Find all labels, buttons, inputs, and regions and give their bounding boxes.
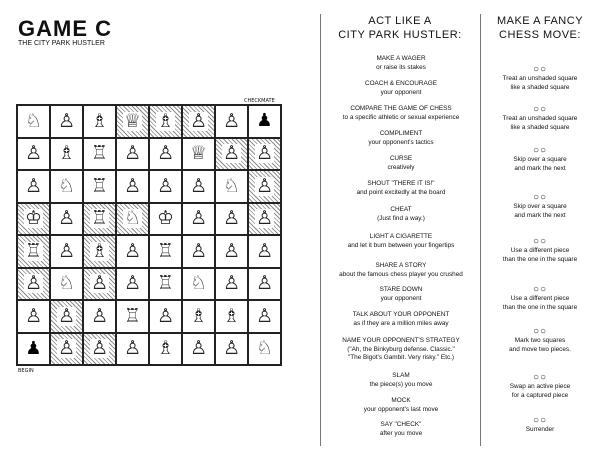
checkbox-circles-icon[interactable]: ○○ bbox=[532, 145, 548, 156]
board-square bbox=[116, 235, 149, 268]
bishop-icon: ♗ bbox=[90, 109, 109, 132]
pawn-icon: ♙ bbox=[189, 174, 208, 197]
fancy-item bbox=[486, 326, 594, 354]
pawn-icon: ♙ bbox=[57, 337, 76, 360]
fancy-item bbox=[486, 104, 594, 132]
act-item bbox=[328, 80, 474, 97]
board-square bbox=[182, 300, 215, 333]
board-square bbox=[248, 203, 281, 236]
pawn-icon: ♙ bbox=[24, 272, 43, 295]
board-square bbox=[17, 105, 50, 138]
pawn-icon: ♙ bbox=[189, 239, 208, 262]
act-item bbox=[328, 155, 474, 172]
board-square bbox=[116, 203, 149, 236]
board-square bbox=[83, 333, 116, 366]
fancy-item bbox=[486, 145, 594, 173]
board-square bbox=[182, 170, 215, 203]
game-title: GAME C bbox=[18, 16, 112, 41]
board-square bbox=[83, 170, 116, 203]
rook-icon: ♖ bbox=[90, 174, 109, 197]
checkbox-circles-icon[interactable]: ○○ bbox=[532, 64, 548, 75]
black-pawn-icon: ♟ bbox=[256, 110, 273, 132]
pawn-icon: ♙ bbox=[255, 239, 274, 262]
act-item-detail: ("Ah, the Binkyburg defense. Classic." bbox=[347, 345, 455, 353]
board-square bbox=[83, 300, 116, 333]
act-item bbox=[328, 397, 474, 414]
act-item-title: TALK ABOUT YOUR OPPONENT bbox=[352, 311, 450, 318]
fancy-item bbox=[486, 372, 594, 400]
act-item-title: NAME YOUR OPPONENT'S STRATEGY bbox=[342, 337, 460, 344]
board-square bbox=[248, 235, 281, 268]
board-square bbox=[215, 203, 248, 236]
fancy-item bbox=[486, 236, 594, 264]
act-heading bbox=[320, 14, 480, 42]
fancy-item-text: Skip over a square bbox=[513, 203, 567, 210]
act-item-detail: your opponent's last move bbox=[363, 405, 439, 413]
fancy-heading-line2: CHESS MOVE: bbox=[499, 29, 581, 41]
black-pawn-icon: ♟ bbox=[25, 337, 42, 359]
rook-icon: ♖ bbox=[24, 239, 43, 262]
pawn-icon: ♙ bbox=[123, 174, 142, 197]
fancy-item-text: Treat an unshaded square bbox=[502, 115, 578, 122]
act-item-detail: your opponent bbox=[380, 294, 422, 302]
fancy-heading-line1: MAKE A FANCY bbox=[496, 15, 584, 27]
fancy-item-text: and move two pieces. bbox=[509, 345, 571, 353]
act-item-title: COMPARE THE GAME OF CHESS bbox=[350, 105, 452, 112]
board-square bbox=[50, 138, 83, 171]
board-square bbox=[182, 203, 215, 236]
board-square bbox=[182, 105, 215, 138]
checkbox-circles-icon[interactable]: ○○ bbox=[532, 284, 548, 295]
act-item-title: COACH & ENCOURAGE bbox=[364, 80, 438, 87]
act-item-detail: to a specific athletic or sexual experience bbox=[342, 113, 460, 121]
knight-icon: ♘ bbox=[123, 207, 142, 230]
act-item-title: CURSE bbox=[389, 155, 413, 162]
pawn-icon: ♙ bbox=[123, 272, 142, 295]
pawn-icon: ♙ bbox=[189, 207, 208, 230]
board-square bbox=[17, 235, 50, 268]
checkbox-circles-icon[interactable]: ○○ bbox=[532, 192, 548, 203]
knight-icon: ♘ bbox=[24, 109, 43, 132]
board-square bbox=[83, 203, 116, 236]
board-square bbox=[83, 235, 116, 268]
column-divider bbox=[320, 14, 321, 446]
knight-icon: ♘ bbox=[255, 337, 274, 360]
bishop-icon: ♗ bbox=[189, 304, 208, 327]
board-square bbox=[17, 170, 50, 203]
knight-icon: ♘ bbox=[57, 174, 76, 197]
act-item-detail: (Just find a way.) bbox=[377, 214, 425, 222]
board-square bbox=[149, 170, 182, 203]
act-item bbox=[328, 130, 474, 147]
board-square bbox=[215, 300, 248, 333]
queen-icon: ♕ bbox=[189, 142, 208, 165]
act-item bbox=[328, 311, 474, 328]
fancy-item-text: Mark two squares bbox=[514, 337, 566, 344]
pawn-icon: ♙ bbox=[222, 207, 241, 230]
board-square bbox=[17, 333, 50, 366]
pawn-icon: ♙ bbox=[57, 304, 76, 327]
act-item-title: LIGHT A CIGARETTE bbox=[369, 233, 433, 240]
board-square bbox=[215, 105, 248, 138]
act-item-detail: or raise its stakes bbox=[376, 63, 426, 71]
fancy-heading bbox=[480, 14, 600, 42]
board-square bbox=[116, 105, 149, 138]
board-square bbox=[215, 235, 248, 268]
pawn-icon: ♙ bbox=[90, 272, 109, 295]
bishop-icon: ♗ bbox=[156, 109, 175, 132]
pawn-icon: ♙ bbox=[222, 142, 241, 165]
checkmate-label: CHECKMATE bbox=[244, 98, 275, 104]
fancy-item-text: Surrender bbox=[525, 426, 555, 433]
board-square bbox=[50, 105, 83, 138]
board-square bbox=[149, 105, 182, 138]
bishop-icon: ♗ bbox=[156, 337, 175, 360]
fancy-item-text: Treat an unshaded square bbox=[502, 75, 578, 82]
board-square bbox=[215, 138, 248, 171]
board-square bbox=[116, 138, 149, 171]
knight-icon: ♘ bbox=[57, 272, 76, 295]
checkbox-circles-icon[interactable]: ○○ bbox=[532, 326, 548, 337]
act-item bbox=[328, 262, 474, 279]
pawn-icon: ♙ bbox=[255, 142, 274, 165]
act-item bbox=[328, 55, 474, 72]
act-item-title: CHEAT bbox=[390, 206, 412, 213]
board-square bbox=[248, 268, 281, 301]
begin-label: BEGIN bbox=[18, 368, 34, 374]
bishop-icon: ♗ bbox=[57, 142, 76, 165]
act-item-title: MAKE A WAGER bbox=[376, 55, 426, 62]
board-square bbox=[182, 235, 215, 268]
act-item-title: SHARE A STORY bbox=[375, 262, 427, 269]
pawn-icon: ♙ bbox=[24, 174, 43, 197]
board-square bbox=[116, 170, 149, 203]
board-square bbox=[149, 333, 182, 366]
king-icon: ♔ bbox=[24, 207, 43, 230]
checkbox-circles-icon[interactable]: ○○ bbox=[532, 236, 548, 247]
fancy-item-text: Use a different piece bbox=[510, 295, 570, 302]
fancy-item-text: for a captured piece bbox=[511, 391, 569, 399]
bishop-icon: ♗ bbox=[222, 304, 241, 327]
act-item-title: SHOUT "THERE IT IS!" bbox=[367, 180, 435, 187]
pawn-icon: ♙ bbox=[222, 272, 241, 295]
board-square bbox=[215, 333, 248, 366]
act-item bbox=[328, 180, 474, 197]
board-square bbox=[215, 268, 248, 301]
rook-icon: ♖ bbox=[90, 142, 109, 165]
board-square bbox=[248, 300, 281, 333]
board-square bbox=[149, 300, 182, 333]
board-square bbox=[248, 138, 281, 171]
pawn-icon: ♙ bbox=[123, 337, 142, 360]
board-square bbox=[83, 268, 116, 301]
act-item bbox=[328, 421, 474, 438]
act-heading-line1: ACT LIKE A bbox=[368, 15, 432, 27]
fancy-item-text: Use a different piece bbox=[510, 247, 570, 254]
fancy-item-text: and mark the next bbox=[514, 164, 566, 172]
board-square bbox=[50, 235, 83, 268]
pawn-icon: ♙ bbox=[90, 304, 109, 327]
board-square bbox=[149, 268, 182, 301]
act-item-title: SLAM bbox=[392, 372, 410, 379]
queen-icon: ♕ bbox=[123, 109, 142, 132]
act-item-title: STARE DOWN bbox=[379, 286, 423, 293]
fancy-item-text: Skip over a square bbox=[513, 156, 567, 163]
board-square bbox=[182, 333, 215, 366]
pawn-icon: ♙ bbox=[57, 239, 76, 262]
board-square bbox=[248, 333, 281, 366]
fancy-item-text: and mark the next bbox=[514, 211, 566, 219]
board-square bbox=[50, 203, 83, 236]
rook-icon: ♖ bbox=[156, 272, 175, 295]
act-item-detail: "The Bigot's Gambit. Very risky." Etc.) bbox=[347, 354, 455, 361]
act-item-detail: and let it burn between your fingertips bbox=[347, 241, 455, 249]
act-item bbox=[328, 233, 474, 250]
act-item-detail: about the famous chess player you crushed bbox=[339, 270, 463, 278]
board-square bbox=[116, 333, 149, 366]
pawn-icon: ♙ bbox=[123, 239, 142, 262]
pawn-icon: ♙ bbox=[255, 207, 274, 230]
fancy-item bbox=[486, 284, 594, 312]
fancy-item bbox=[486, 415, 594, 435]
act-item bbox=[328, 337, 474, 363]
board-square bbox=[17, 268, 50, 301]
fancy-item-text: than the one in the square bbox=[502, 255, 578, 263]
knight-icon: ♘ bbox=[222, 174, 241, 197]
board-square bbox=[182, 268, 215, 301]
checkbox-circles-icon[interactable]: ○○ bbox=[532, 415, 548, 426]
pawn-icon: ♙ bbox=[24, 142, 43, 165]
rook-icon: ♖ bbox=[123, 304, 142, 327]
pawn-icon: ♙ bbox=[255, 304, 274, 327]
act-item-title: COMPLIMENT bbox=[379, 130, 423, 137]
act-item-detail: after you move bbox=[379, 429, 423, 437]
pawn-icon: ♙ bbox=[156, 142, 175, 165]
pawn-icon: ♙ bbox=[57, 109, 76, 132]
board-square bbox=[17, 300, 50, 333]
bishop-icon: ♗ bbox=[90, 239, 109, 262]
act-item-detail: as if they are a million miles away bbox=[353, 319, 449, 327]
act-item-detail: your opponent bbox=[380, 88, 422, 96]
pawn-icon: ♙ bbox=[24, 304, 43, 327]
board-square bbox=[248, 105, 281, 138]
board-square bbox=[248, 170, 281, 203]
board-square bbox=[83, 105, 116, 138]
pawn-icon: ♙ bbox=[90, 337, 109, 360]
pawn-icon: ♙ bbox=[255, 272, 274, 295]
pawn-icon: ♙ bbox=[123, 142, 142, 165]
board-square bbox=[215, 170, 248, 203]
board-square bbox=[17, 138, 50, 171]
game-subtitle: THE CITY PARK HUSTLER bbox=[18, 40, 105, 47]
act-item bbox=[328, 286, 474, 303]
checkbox-circles-icon[interactable]: ○○ bbox=[532, 372, 548, 383]
act-item bbox=[328, 372, 474, 389]
rook-icon: ♖ bbox=[90, 207, 109, 230]
pawn-icon: ♙ bbox=[222, 337, 241, 360]
act-item bbox=[328, 206, 474, 223]
act-heading-line2: CITY PARK HUSTLER: bbox=[338, 29, 462, 41]
checkbox-circles-icon[interactable]: ○○ bbox=[532, 104, 548, 115]
pawn-icon: ♙ bbox=[255, 174, 274, 197]
fancy-item bbox=[486, 192, 594, 220]
fancy-item-text: like a shaded square bbox=[510, 83, 570, 91]
board-square bbox=[149, 235, 182, 268]
rook-icon: ♖ bbox=[156, 239, 175, 262]
act-item bbox=[328, 105, 474, 122]
knight-icon: ♘ bbox=[189, 272, 208, 295]
fancy-item-text: than the one in the square bbox=[502, 303, 578, 311]
fancy-item bbox=[486, 64, 594, 92]
board-square bbox=[149, 138, 182, 171]
act-item-detail: creatively bbox=[387, 163, 415, 171]
board-square bbox=[116, 268, 149, 301]
board-square bbox=[83, 138, 116, 171]
board-square bbox=[182, 138, 215, 171]
chess-board bbox=[16, 104, 282, 366]
act-item-detail: your opponent's tactics bbox=[368, 138, 434, 146]
pawn-icon: ♙ bbox=[57, 207, 76, 230]
column-divider bbox=[480, 14, 481, 446]
act-item-detail: the piece(s) you move bbox=[369, 380, 433, 388]
pawn-icon: ♙ bbox=[156, 304, 175, 327]
act-item-title: SAY "CHECK" bbox=[380, 421, 422, 428]
king-icon: ♔ bbox=[156, 207, 175, 230]
board-square bbox=[17, 203, 50, 236]
pawn-icon: ♙ bbox=[189, 109, 208, 132]
pawn-icon: ♙ bbox=[222, 239, 241, 262]
pawn-icon: ♙ bbox=[189, 337, 208, 360]
board-square bbox=[149, 203, 182, 236]
act-item-detail: and point excitedly at the board bbox=[356, 188, 446, 196]
pawn-icon: ♙ bbox=[222, 109, 241, 132]
fancy-item-text: like a shaded square bbox=[510, 123, 570, 131]
fancy-item-text: Swap an active piece bbox=[509, 383, 571, 390]
board-square bbox=[50, 268, 83, 301]
board-square bbox=[50, 300, 83, 333]
board-square bbox=[50, 333, 83, 366]
act-item-title: MOCK bbox=[391, 397, 411, 404]
board-square bbox=[50, 170, 83, 203]
pawn-icon: ♙ bbox=[156, 174, 175, 197]
board-square bbox=[116, 300, 149, 333]
